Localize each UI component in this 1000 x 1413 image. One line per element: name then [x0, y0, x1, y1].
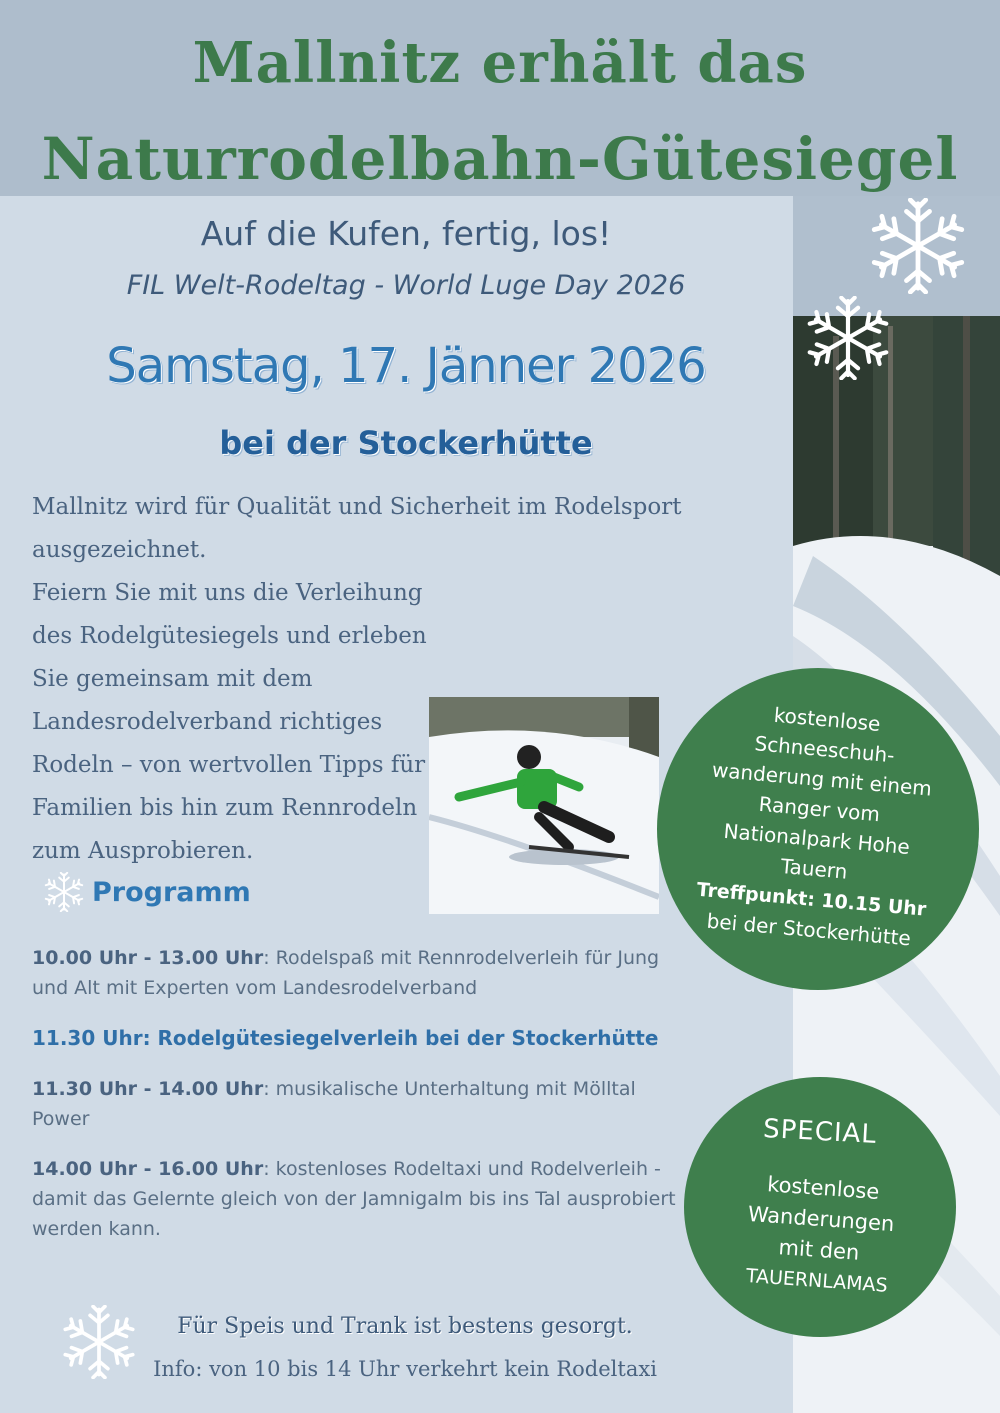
snowflake-icon: [806, 296, 890, 380]
llama-hike-badge: [684, 1077, 956, 1337]
snowflake-icon: [44, 872, 84, 912]
program-item-time: 11.30 Uhr - 14.00 Uhr: [32, 1078, 264, 1100]
program-item-text: : kostenloses Rodeltaxi und Rodelverleih - damit das Gelernte gleich von der Jamnigalm bis ins Tal ausprobiert werden kann.: [32, 1158, 676, 1240]
event-name: FIL Welt-Rodeltag - World Luge Day 2026: [126, 270, 686, 301]
headline-line-1: Mallnitz erhält das: [192, 30, 808, 96]
badge-line: Tauern: [779, 853, 849, 884]
snowflake-icon: [870, 198, 966, 294]
intro-paragraph-2: Feiern Sie mit uns die Verleihung des Rodelgütesiegels und erleben Sie gemeinsam mit dem Landesrodelverband richtiges Rodeln – von wertvollen Tipps für Familien bis hin zum Rennrodeln zum Ausprobieren.: [32, 580, 427, 864]
badge-line: kostenlose: [766, 1172, 881, 1204]
badge-line: Schneeschuh-: [753, 731, 896, 768]
info-note: Info: von 10 bis 14 Uhr verkehrt kein Rodeltaxi: [153, 1357, 657, 1381]
program-item-text: : musikalische Unterhaltung mit Mölltal Power: [32, 1078, 636, 1130]
badge-line: Nationalpark Hohe: [722, 818, 911, 860]
subtitle: Auf die Kufen, fertig, los!: [200, 214, 612, 253]
headline-line-2: Naturrodelbahn-Gütesiegel: [41, 125, 959, 193]
badge-line: mit den: [777, 1235, 861, 1265]
program-item-time: 14.00 Uhr - 16.00 Uhr: [32, 1158, 264, 1180]
badge-line: TAUERNLAMAS: [745, 1264, 889, 1297]
program-heading: [44, 872, 251, 912]
program-heading-label: Programm: [92, 876, 251, 908]
program-item-time: 11.30 Uhr: Rodelgütesiegelverleih bei der Stockerhütte: [32, 1026, 659, 1050]
meeting-place: bei der Stockerhütte: [705, 908, 912, 951]
event-date: Samstag, 17. Jänner 2026: [106, 338, 706, 394]
badge-line: wanderung mit einem: [711, 757, 933, 801]
program-item: [32, 1074, 692, 1134]
luge-rider-photo: [429, 697, 659, 914]
program-item-text: : Rodelspaß mit Rennrodelverleih für Jung und Alt mit Experten vom Landesrodelverband: [32, 947, 660, 999]
event-location: bei der Stockerhütte: [219, 424, 593, 462]
badge-line: Ranger vom: [757, 791, 881, 827]
special-heading: SPECIAL: [762, 1114, 878, 1150]
program-item-time: 10.00 Uhr - 13.00 Uhr: [32, 947, 264, 969]
program-item: [32, 1154, 692, 1244]
meeting-time: Treffpunkt: 10.15 Uhr: [695, 878, 928, 921]
program-item: [32, 943, 692, 1003]
badge-line: kostenlose: [772, 702, 882, 737]
badge-line: Wanderungen: [747, 1201, 896, 1237]
snowshoe-hike-badge: [657, 668, 979, 990]
food-note: Für Speis und Trank ist bestens gesorgt.: [177, 1314, 633, 1339]
intro-paragraph-1: Mallnitz wird für Qualität und Sicherheit im Rodelsport ausgezeichnet.: [32, 494, 682, 563]
program-item-highlight: [32, 1023, 692, 1053]
